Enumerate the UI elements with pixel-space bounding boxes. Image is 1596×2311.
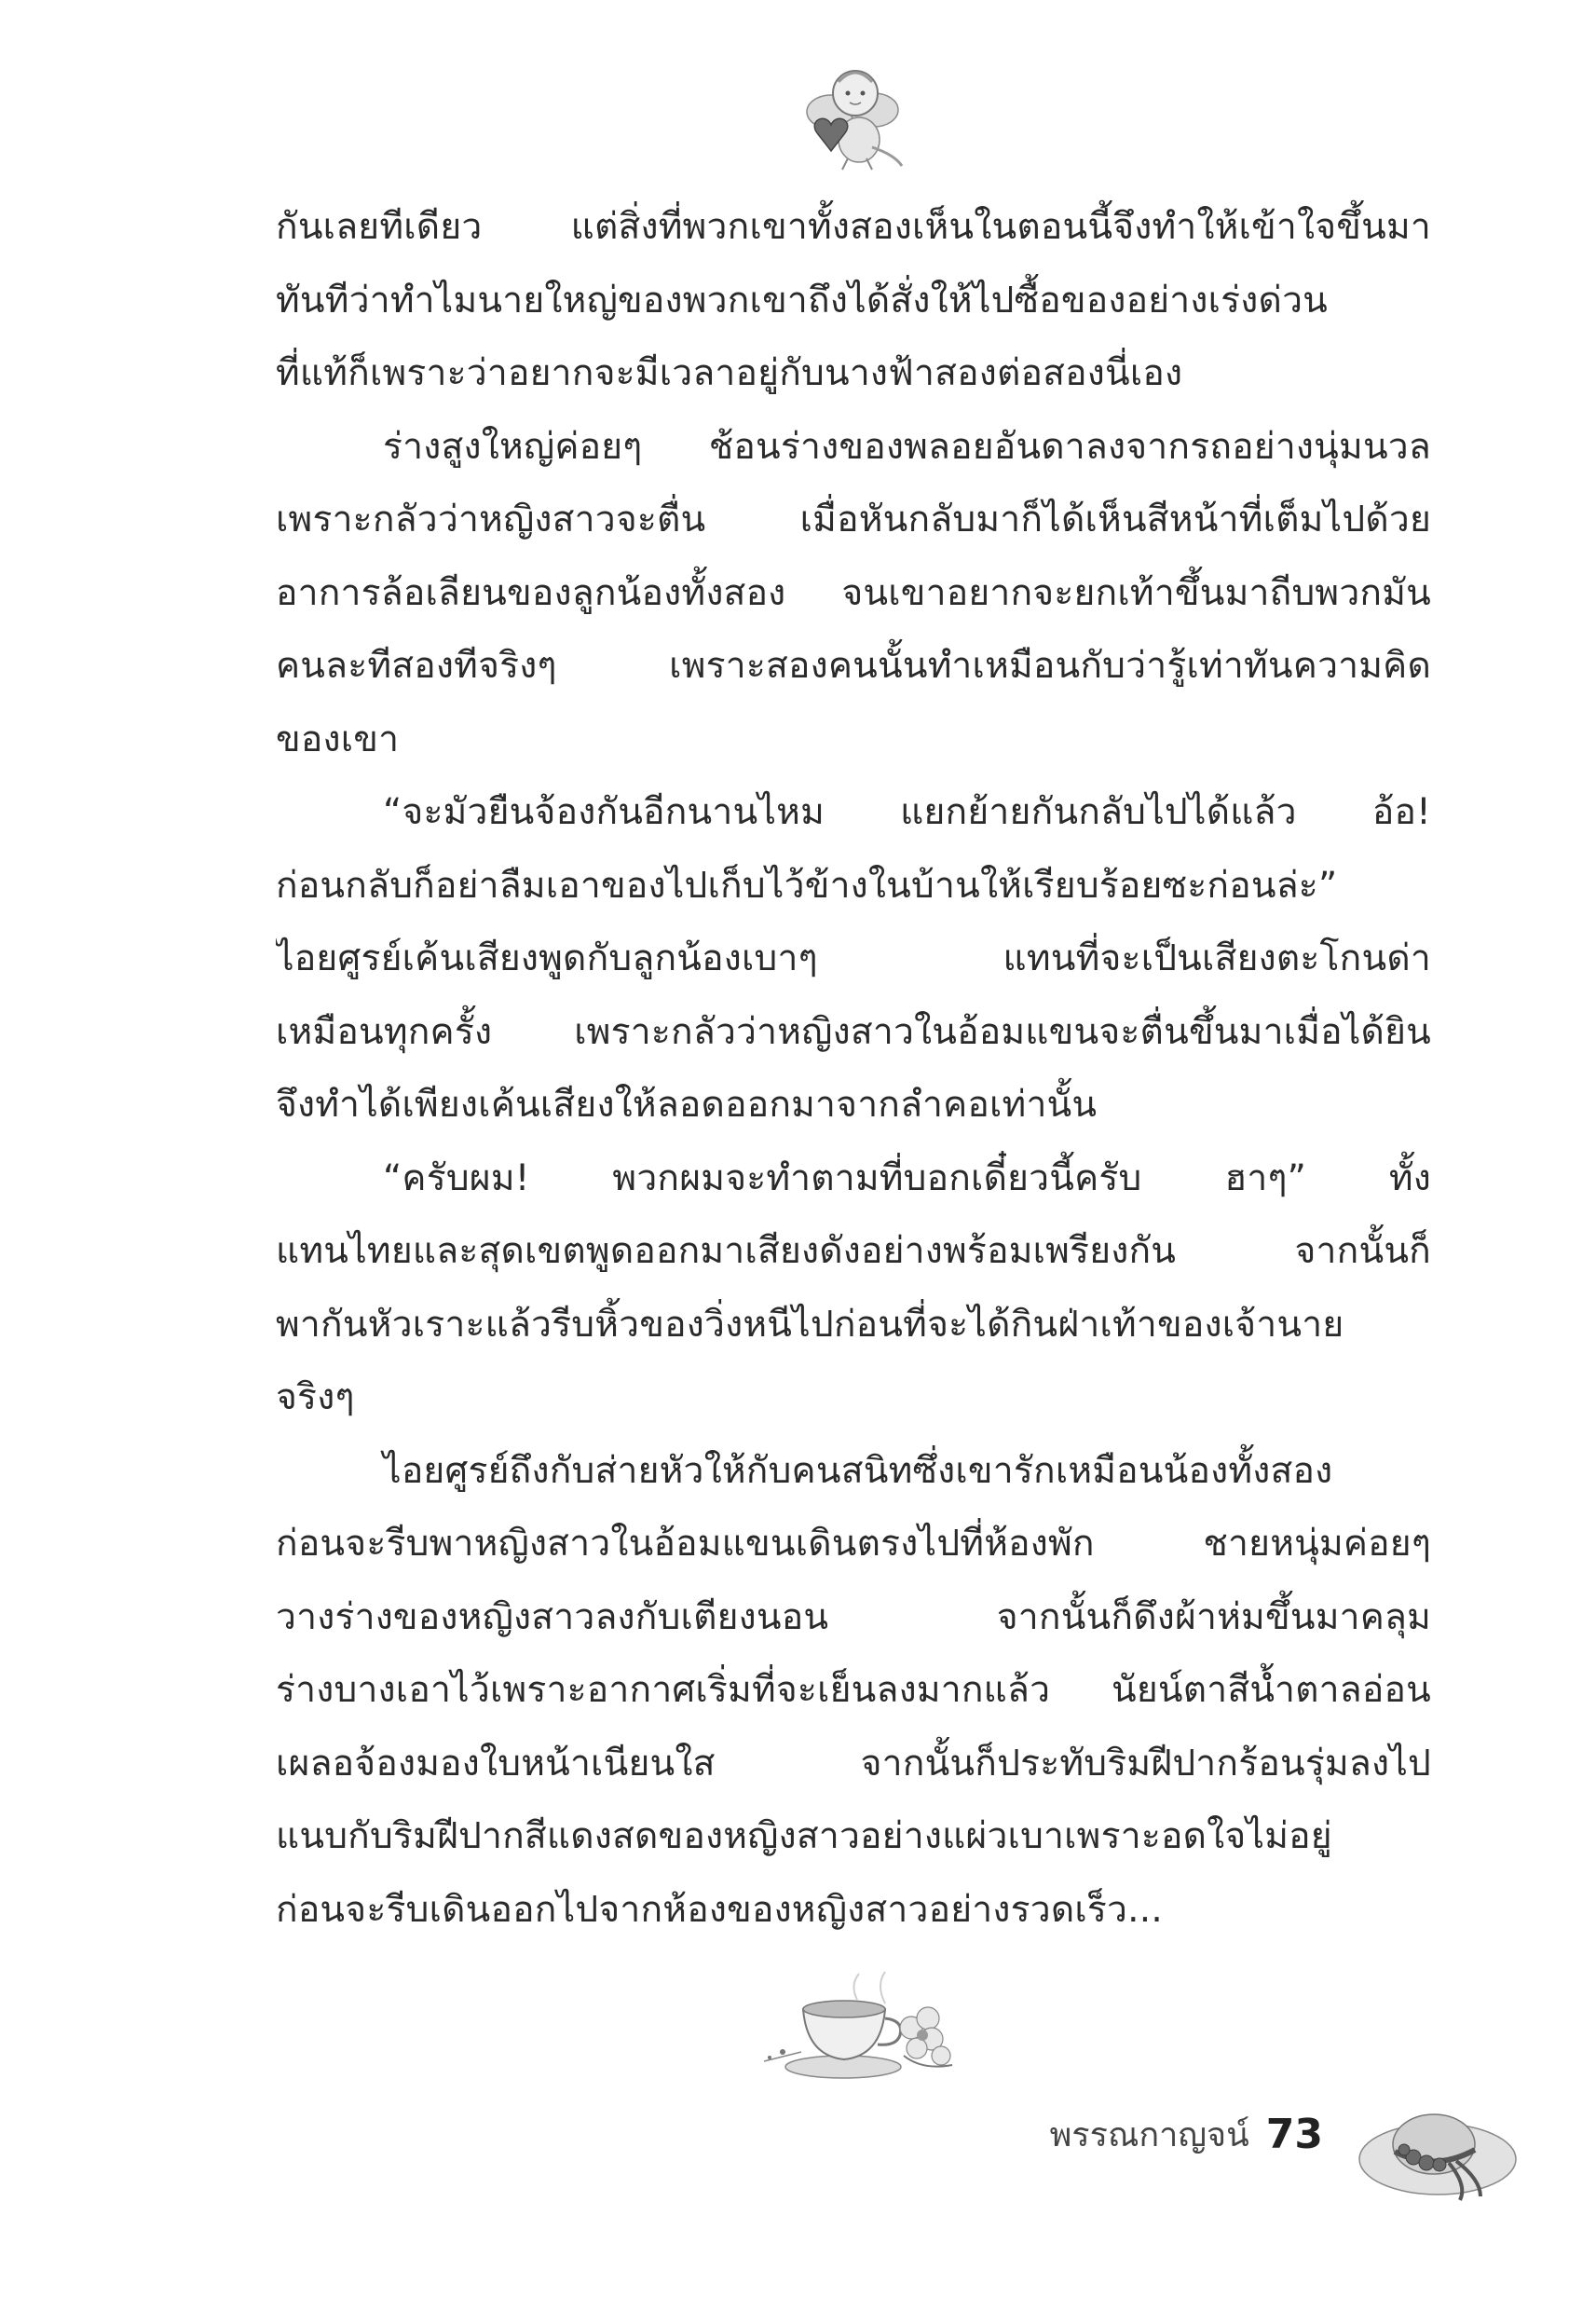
text-line: อาการล้อเลียนของลูกน้องทั้งสอง จนเขาอยากจะยกเท้าขึ้นมาถีบพวกมัน bbox=[276, 571, 1431, 614]
text-line: จริงๆ bbox=[276, 1376, 355, 1418]
text-line: เหมือนทุกครั้ง เพราะกลัวว่าหญิงสาวในอ้อมแขนจะตื่นขึ้นมาเมื่อได้ยิน bbox=[276, 1010, 1431, 1053]
paragraph-first-line: “ครับผม! พวกผมจะทำตามที่บอกเดี๋ยวนี้ครับ ฮาๆ” ทั้ง bbox=[383, 1156, 1431, 1199]
text-line: จึงทำได้เพียงเค้นเสียงให้ลอดออกมาจากลำคอเท่านั้น bbox=[276, 1084, 1098, 1126]
text-line: ก่อนจะรีบพาหญิงสาวในอ้อมแขนเดินตรงไปที่ห้องพัก ชายหนุ่มค่อยๆ bbox=[276, 1523, 1431, 1565]
text-line: ก่อนจะรีบเดินออกไปจากห้องของหญิงสาวอย่างรวดเร็ว... bbox=[276, 1888, 1163, 1931]
paragraph-first-line: ร่างสูงใหญ่ค่อยๆ ช้อนร่างของพลอยอันดาลงจากรถอย่างนุ่มนวล bbox=[383, 425, 1431, 468]
text-line: เผลอจ้องมองใบหน้าเนียนใส จากนั้นก็ประทับริมฝีปากร้อนรุ่มลงไป bbox=[276, 1742, 1431, 1785]
page-footer bbox=[969, 2108, 1323, 2173]
cherub-with-heart-icon bbox=[783, 54, 922, 175]
paragraph-first-line: ไอยศูรย์ถึงกับส่ายหัวให้กับคนสนิทซึ่งเขารักเหมือนน้องทั้งสอง bbox=[383, 1449, 1333, 1492]
teacup-with-flowers-icon bbox=[745, 1966, 969, 2087]
sun-hat-icon bbox=[1356, 2092, 1519, 2204]
text-line: วางร่างของหญิงสาวลงกับเตียงนอน จากนั้นก็ดึงผ้าห่มขึ้นมาคลุม bbox=[276, 1595, 1431, 1638]
paragraph-first-line: “จะมัวยืนจ้องกันอีกนานไหม แยกย้ายกันกลับไปได้แล้ว อ้อ! bbox=[383, 791, 1431, 833]
body-text bbox=[276, 191, 1431, 1947]
text-line: กันเลยทีเดียว แต่สิ่งที่พวกเขาทั้งสองเห็นในตอนนี้จึงทำให้เข้าใจขึ้นมา bbox=[276, 206, 1431, 248]
text-line: ทันทีว่าทำไมนายใหญ่ของพวกเขาถึงได้สั่งให้ไปซื้อของอย่างเร่งด่วน bbox=[276, 279, 1329, 321]
text-line: ไอยศูรย์เค้นเสียงพูดกับลูกน้องเบาๆ แทนที่จะเป็นเสียงตะโกนด่า bbox=[276, 937, 1431, 979]
text-line: ที่แท้ก็เพราะว่าอยากจะมีเวลาอยู่กับนางฟ้าสองต่อสองนี่เอง bbox=[276, 352, 1183, 394]
text-line: ร่างบางเอาไว้เพราะอากาศเริ่มที่จะเย็นลงมากแล้ว นัยน์ตาสีน้ำตาลอ่อน bbox=[276, 1669, 1431, 1711]
text-line: ของเขา bbox=[276, 718, 400, 760]
text-line: แนบกับริมฝีปากสีแดงสดของหญิงสาวอย่างแผ่วเบาเพราะอดใจไม่อยู่ bbox=[276, 1815, 1332, 1857]
text-line: คนละทีสองทีจริงๆ เพราะสองคนนั้นทำเหมือนกับว่ารู้เท่าทันความคิด bbox=[276, 645, 1431, 687]
page-number: 73 bbox=[1265, 2111, 1323, 2158]
text-line: ก่อนกลับก็อย่าลืมเอาของไปเก็บไว้ข้างในบ้านให้เรียบร้อยซะก่อนล่ะ” bbox=[276, 864, 1338, 907]
author-name: พรรณกาญจน์ bbox=[1049, 2116, 1249, 2154]
text-line: แทนไทยและสุดเขตพูดออกมาเสียงดังอย่างพร้อมเพรียงกัน จากนั้นก็ bbox=[276, 1230, 1431, 1272]
text-line: เพราะกลัวว่าหญิงสาวจะตื่น เมื่อหันกลับมาก็ได้เห็นสีหน้าที่เต็มไปด้วย bbox=[276, 499, 1431, 540]
text-line: พากันหัวเราะแล้วรีบหิ้วของวิ่งหนีไปก่อนที่จะได้กินฝ่าเท้าของเจ้านาย bbox=[276, 1303, 1344, 1346]
